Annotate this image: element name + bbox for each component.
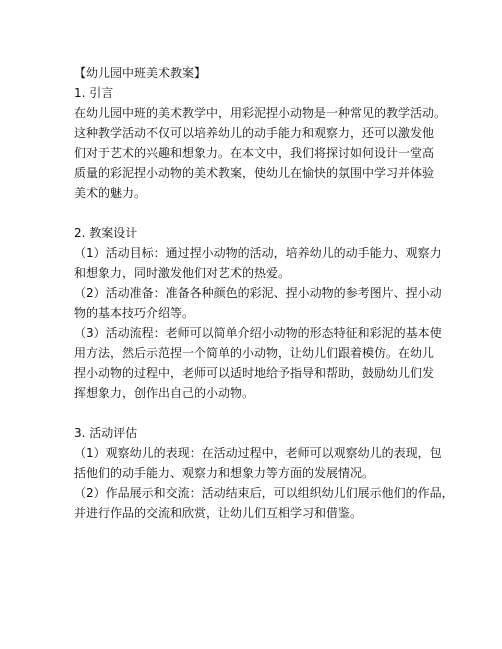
section-1-line-5: 美术的魅力。 (74, 186, 147, 200)
section-1-line-4: 质量的彩泥捏小动物的美术教案，使幼儿在愉快的氛围中学习并体验 (74, 166, 435, 180)
document-title: 【幼儿园中班美术教案】 (74, 66, 207, 80)
section-2-line-8: 挥想象力，创作出自己的小动物。 (74, 386, 255, 400)
section-2-line-6: 用方法，然后示范捏一个简单的小动物，让幼儿们跟着模仿。在幼儿 (74, 346, 435, 360)
section-3-heading: 3. 活动评估 (74, 426, 138, 440)
section-2-line-4: 物的基本技巧介绍等。 (74, 306, 195, 320)
section-3-line-3: （2）作品展示和交流：活动结束后，可以组织幼儿们展示他们的作品， (74, 486, 454, 500)
section-2-line-3: （2）活动准备：准备各种颜色的彩泥、捏小动物的参考图片、捏小动 (74, 286, 442, 300)
section-2-line-7: 捏小动物的过程中，老师可以适时地给予指导和帮助，鼓励幼儿们发 (74, 366, 435, 380)
section-1-line-1: 在幼儿园中班的美术教学中，用彩泥捏小动物是一种常见的教学活动。 (74, 106, 447, 120)
section-2-line-2: 和想象力，同时激发他们对艺术的热爱。 (74, 266, 291, 280)
section-1-heading: 1. 引言 (74, 86, 114, 100)
section-2-line-5: （3）活动流程：老师可以简单介绍小动物的形态特征和彩泥的基本使 (74, 326, 442, 340)
section-1-line-2: 这种教学活动不仅可以培养幼儿的动手能力和观察力，还可以激发他 (74, 126, 435, 140)
section-1-line-3: 们对于艺术的兴趣和想象力。在本文中，我们将探讨如何设计一堂高 (74, 146, 435, 160)
section-3-line-2: 括他们的动手能力、观察力和想象力等方面的发展情况。 (74, 466, 375, 480)
section-2-heading: 2. 教案设计 (74, 226, 138, 240)
section-2-line-1: （1）活动目标：通过捏小动物的活动，培养幼儿的动手能力、观察力 (74, 246, 442, 260)
section-3-line-4: 并进行作品的交流和欣赏，让幼儿们互相学习和借鉴。 (74, 506, 363, 520)
section-3-line-1: （1）观察幼儿的表现：在活动过程中，老师可以观察幼儿的表现，包 (74, 446, 442, 460)
